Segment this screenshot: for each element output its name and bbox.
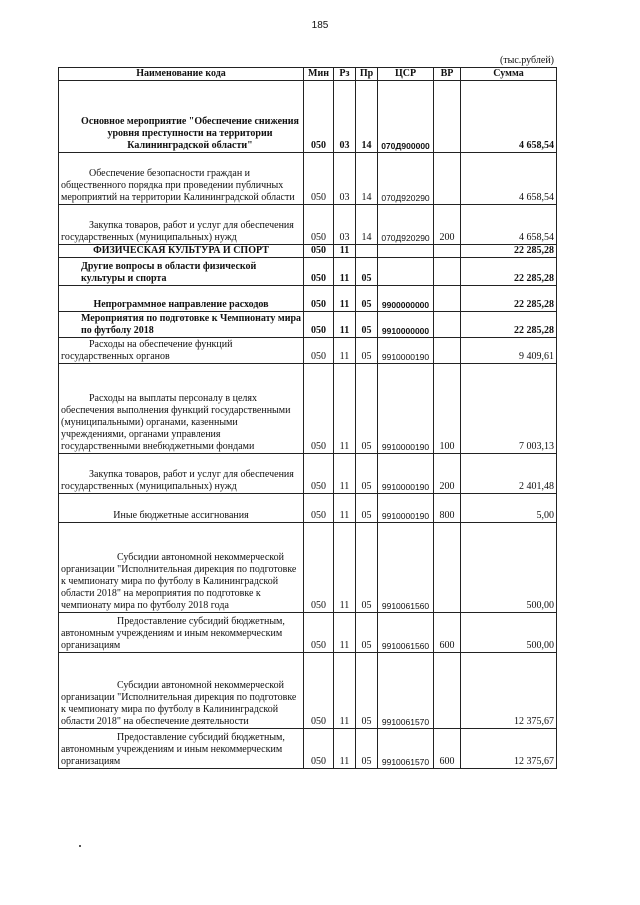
row-name-text: Субсидии автономной некоммерческой организации "Исполнительная дирекция по подготовке к чемпионату мира по футболу в Калининградской области 2018" на мероприятия по подготовке к чемпионату мира по футболу 2018 года [61,552,297,611]
row-name-text: Предоставление субсидий бюджетным, автономным учреждениям и иным некоммерческим организациям [61,616,285,651]
row-pr: 14 [356,205,378,245]
row-csr: 9910000190 [378,364,434,454]
row-pr: 05 [356,338,378,364]
row-min: 050 [304,258,334,286]
header-name: Наименование кода [59,68,304,81]
row-vr [434,81,461,153]
row-name [59,153,304,205]
row-name: Иные бюджетные ассигнования [59,494,304,523]
row-vr [434,258,461,286]
row-name-text: Субсидии автономной некоммерческой организации "Исполнительная дирекция по подготовке к чемпионату мира по футболу в Калининградской области 2018" на обеспечение деятельности [61,680,297,727]
row-rz: 11 [334,523,356,613]
row-vr: 600 [434,729,461,769]
row-vr: 100 [434,364,461,454]
table-row [59,364,557,454]
row-min: 050 [304,454,334,494]
row-name: Непрограммное направление расходов [59,286,304,312]
row-sum: 7 003,13 [461,364,557,454]
row-rz: 11 [334,286,356,312]
table-row [59,653,557,729]
row-csr: 9910061570 [378,729,434,769]
row-pr: 05 [356,613,378,653]
row-rz: 03 [334,205,356,245]
row-name: Основное мероприятие "Обеспечение снижения уровня преступности на территории Калининградской области" [59,81,304,153]
row-sum: 5,00 [461,494,557,523]
row-name [59,613,304,653]
row-sum: 2 401,48 [461,454,557,494]
row-sum: 500,00 [461,523,557,613]
units-label: (тыс.рублей) [499,55,554,66]
row-min: 050 [304,245,334,258]
row-pr: 05 [356,454,378,494]
row-csr: 070Д920290 [378,205,434,245]
row-csr: 9910000190 [378,494,434,523]
row-rz: 03 [334,81,356,153]
row-vr [434,338,461,364]
row-rz: 03 [334,153,356,205]
row-min: 050 [304,494,334,523]
row-sum: 500,00 [461,613,557,653]
row-sum: 4 658,54 [461,205,557,245]
row-vr [434,523,461,613]
row-rz: 11 [334,613,356,653]
row-min: 050 [304,338,334,364]
table-header-row [59,68,557,81]
row-min: 050 [304,613,334,653]
row-name [59,523,304,613]
row-name-text: Расходы на обеспечение функций государственных органов [61,339,233,362]
row-pr: 05 [356,286,378,312]
row-csr [378,245,434,258]
row-name-text: Закупка товаров, работ и услуг для обеспечения государственных (муниципальных) нужд [61,220,294,243]
row-name [59,338,304,364]
row-csr: 9910000190 [378,454,434,494]
row-sum: 22 285,28 [461,245,557,258]
row-name [59,205,304,245]
table-row [59,312,557,338]
row-min: 050 [304,729,334,769]
row-pr: 05 [356,312,378,338]
row-pr: 05 [356,364,378,454]
row-name: ФИЗИЧЕСКАЯ КУЛЬТУРА И СПОРТ [59,245,304,258]
row-name: Мероприятия по подготовке к Чемпионату мира по футболу 2018 [59,312,304,338]
row-pr: 05 [356,494,378,523]
row-csr: 070Д900000 [378,81,434,153]
row-sum: 4 658,54 [461,81,557,153]
header-csr: ЦСР [378,68,434,81]
row-csr: 9910000190 [378,338,434,364]
row-name [59,729,304,769]
row-vr: 600 [434,613,461,653]
table-row [59,454,557,494]
row-csr: 9910061570 [378,653,434,729]
row-name [59,364,304,454]
table-row [59,729,557,769]
row-name: Другие вопросы в области физической культуры и спорта [59,258,304,286]
header-min: Мин [304,68,334,81]
row-min: 050 [304,653,334,729]
row-csr: 070Д920290 [378,153,434,205]
scan-speck [79,845,81,847]
table-row [59,613,557,653]
row-vr [434,245,461,258]
row-rz: 11 [334,494,356,523]
row-pr: 05 [356,258,378,286]
row-vr: 200 [434,205,461,245]
row-pr: 05 [356,523,378,613]
row-min: 050 [304,205,334,245]
row-vr [434,286,461,312]
table-row [59,205,557,245]
row-csr: 9910061560 [378,523,434,613]
row-min: 050 [304,81,334,153]
table-row [59,245,557,258]
row-pr: 05 [356,653,378,729]
row-name-text: Предоставление субсидий бюджетным, автономным учреждениям и иным некоммерческим организациям [61,732,285,767]
row-min: 050 [304,286,334,312]
row-pr: 14 [356,81,378,153]
table-row [59,338,557,364]
row-vr [434,653,461,729]
row-csr [378,258,434,286]
row-sum: 22 285,28 [461,258,557,286]
row-rz: 11 [334,729,356,769]
header-pr: Пр [356,68,378,81]
row-name [59,653,304,729]
row-pr: 05 [356,729,378,769]
page-number: 185 [311,20,329,31]
row-rz: 11 [334,312,356,338]
row-pr [356,245,378,258]
row-min: 050 [304,312,334,338]
table-row [59,153,557,205]
row-sum: 12 375,67 [461,729,557,769]
row-rz: 11 [334,338,356,364]
row-sum: 4 658,54 [461,153,557,205]
row-csr: 9910000000 [378,312,434,338]
header-vr: ВР [434,68,461,81]
row-vr: 800 [434,494,461,523]
row-name-text: Обеспечение безопасности граждан и общественного порядка при проведении публичных мероприятий на территории Калининградской области [61,168,295,203]
row-csr: 9910061560 [378,613,434,653]
row-rz: 11 [334,245,356,258]
row-vr [434,312,461,338]
row-name-text: Расходы на выплаты персоналу в целях обеспечения выполнения функций государственными (муниципальными) органами, казенными учреждениями, органами управления государственными внебюджетными фондами [61,393,291,452]
table-row [59,494,557,523]
table-row [59,286,557,312]
row-rz: 11 [334,364,356,454]
table-row [59,258,557,286]
row-csr: 9900000000 [378,286,434,312]
row-sum: 22 285,28 [461,286,557,312]
row-vr: 200 [434,454,461,494]
row-min: 050 [304,364,334,454]
row-min: 050 [304,153,334,205]
row-rz: 11 [334,653,356,729]
row-pr: 14 [356,153,378,205]
table-row [59,81,557,153]
row-sum: 12 375,67 [461,653,557,729]
header-sum: Сумма [461,68,557,81]
row-name [59,454,304,494]
row-sum: 9 409,61 [461,338,557,364]
header-rz: Рз [334,68,356,81]
row-rz: 11 [334,258,356,286]
row-sum: 22 285,28 [461,312,557,338]
row-min: 050 [304,523,334,613]
row-name-text: Закупка товаров, работ и услуг для обеспечения государственных (муниципальных) нужд [61,469,294,492]
table-row [59,523,557,613]
row-rz: 11 [334,454,356,494]
row-vr [434,153,461,205]
budget-table [58,67,557,769]
